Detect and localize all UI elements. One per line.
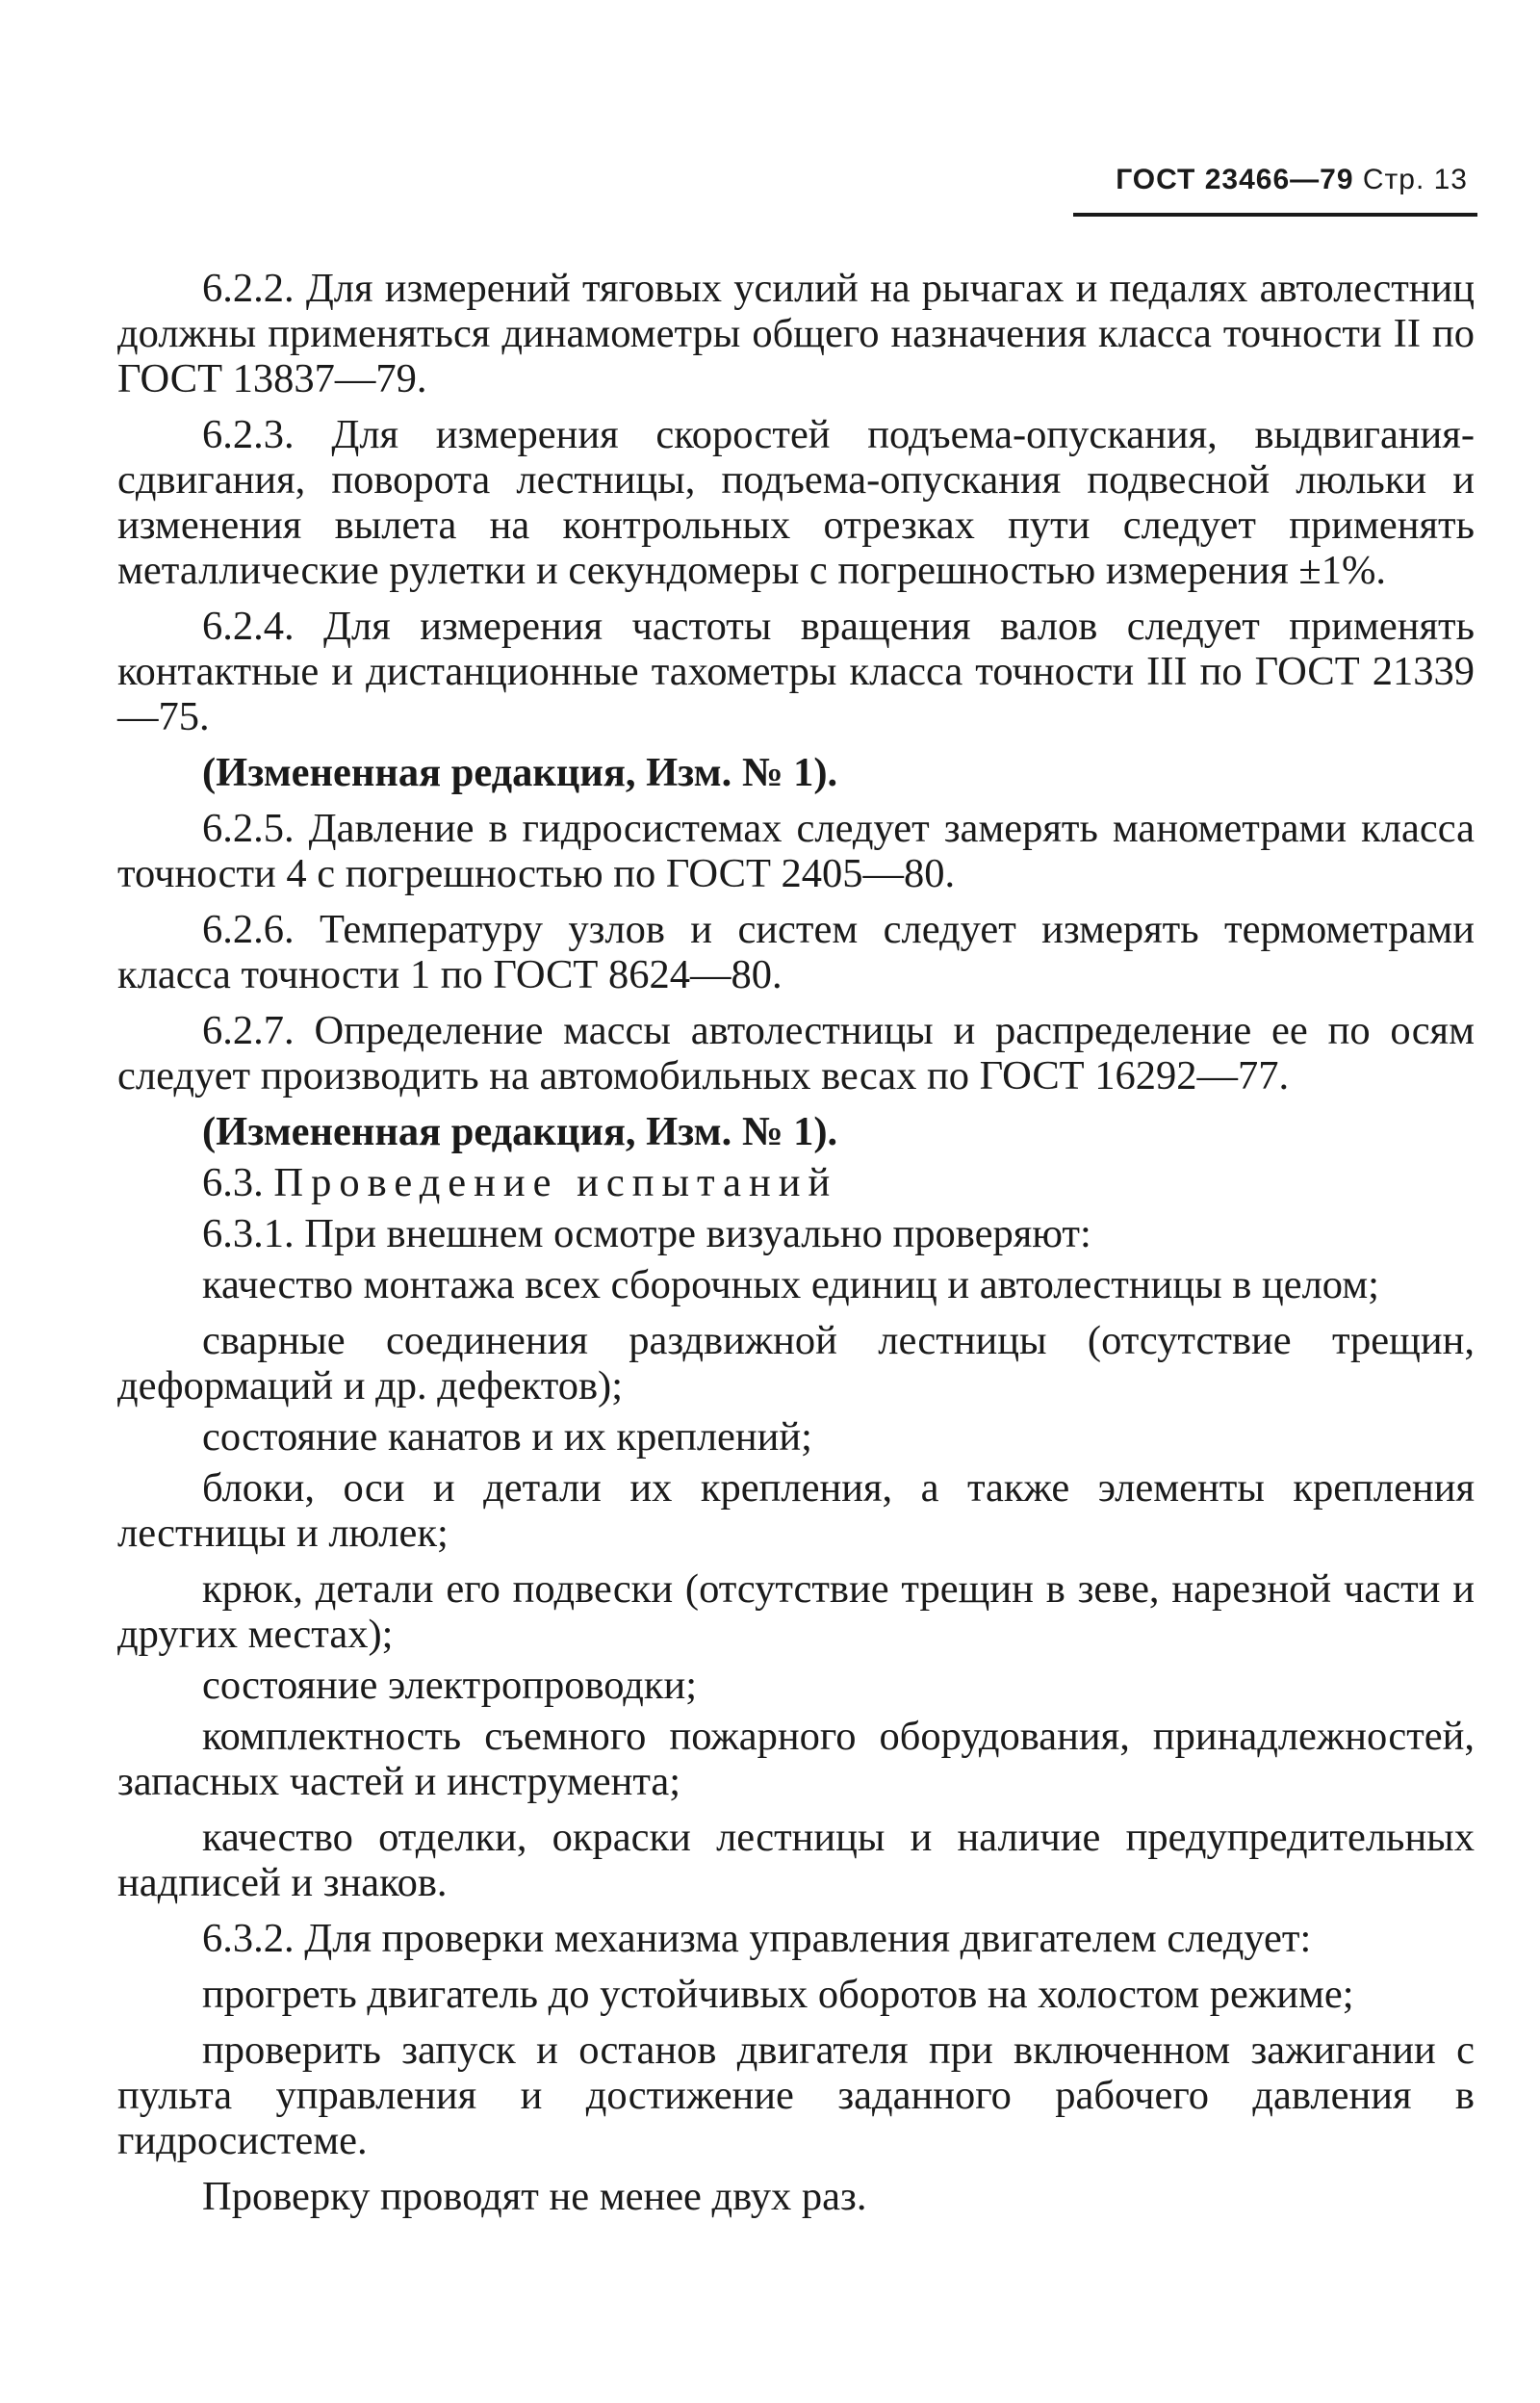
list-item: состояние электропроводки; [202,1663,698,1708]
amendment-note: (Измененная редакция, Изм. № 1). [202,750,838,795]
page-header [1116,164,1468,196]
paragraph-6-2-5: 6.2.5. Давление в гидросистемах следует замерять манометрами класса точности 4 с погрешностью по ГОСТ 2405—80. [117,806,1475,896]
paragraph-6-3-2: 6.3.2. Для проверки механизма управления двигателем следует: [202,1916,1312,1961]
list-item: качество монтажа всех сборочных единиц и автолестницы в целом; [202,1262,1379,1307]
list-item: состояние канатов и их креплений; [202,1414,812,1460]
section-title: Проведение испытаний [273,1160,838,1205]
standard-number: ГОСТ 23466—79 [1116,164,1354,195]
list-item: сварные соединения раздвижной лестницы (отсутствие трещин, деформаций и др. дефектов); [117,1318,1475,1408]
header-rule [1073,213,1477,217]
paragraph-6-2-4: 6.2.4. Для измерения частоты вращения валов следует применять контактные и дистанционные тахометры класса точности III по ГОСТ 21339—75. [117,604,1475,739]
amendment-note: (Измененная редакция, Изм. № 1). [202,1109,838,1154]
closing-sentence: Проверку проводят не менее двух раз. [202,2174,867,2219]
list-item: качество отделки, окраски лестницы и наличие предупредительных надписей и знаков. [117,1815,1475,1905]
list-item: прогреть двигатель до устойчивых оборотов на холостом режиме; [202,1972,1354,2017]
list-item: крюк, детали его подвески (отсутствие трещин в зеве, нарезной части и других местах); [117,1566,1475,1657]
document-body [117,266,1475,2219]
page-number: Стр. 13 [1362,164,1468,195]
list-item: блоки, оси и детали их крепления, а также элементы крепления лестницы и люлек; [117,1465,1475,1556]
list-item: комплектность съемного пожарного оборудования, принадлежностей, запасных частей и инструмента; [117,1714,1475,1804]
paragraph-6-2-6: 6.2.6. Температуру узлов и систем следует измерять термометрами класса точности 1 по ГОСТ 8624—80. [117,907,1475,997]
paragraph-6-2-7: 6.2.7. Определение массы автолестницы и распределение ее по осям следует производить на автомобильных весах по ГОСТ 16292—77. [117,1008,1475,1098]
section-heading-6-3 [117,1160,1475,1205]
list-item: проверить запуск и останов двигателя при включенном зажигании с пульта управления и достижение заданного рабочего давления в гидросистеме. [117,2028,1475,2163]
paragraph-6-2-3: 6.2.3. Для измерения скоростей подъема-опускания, выдвигания-сдвигания, поворота лестницы, подъема-опускания подвесной люльки и изменения вылета на контрольных отрезках пути следует применять металлические рулетки и секундомеры с погрешностью измерения ±1%. [117,412,1475,593]
paragraph-6-3-1: 6.3.1. При внешнем осмотре визуально проверяют: [202,1211,1091,1256]
section-number: 6.3. [202,1160,264,1205]
paragraph-6-2-2: 6.2.2. Для измерений тяговых усилий на рычагах и педалях автолестниц должны применяться динамометры общего назначения класса точности II по ГОСТ 13837—79. [117,266,1475,401]
